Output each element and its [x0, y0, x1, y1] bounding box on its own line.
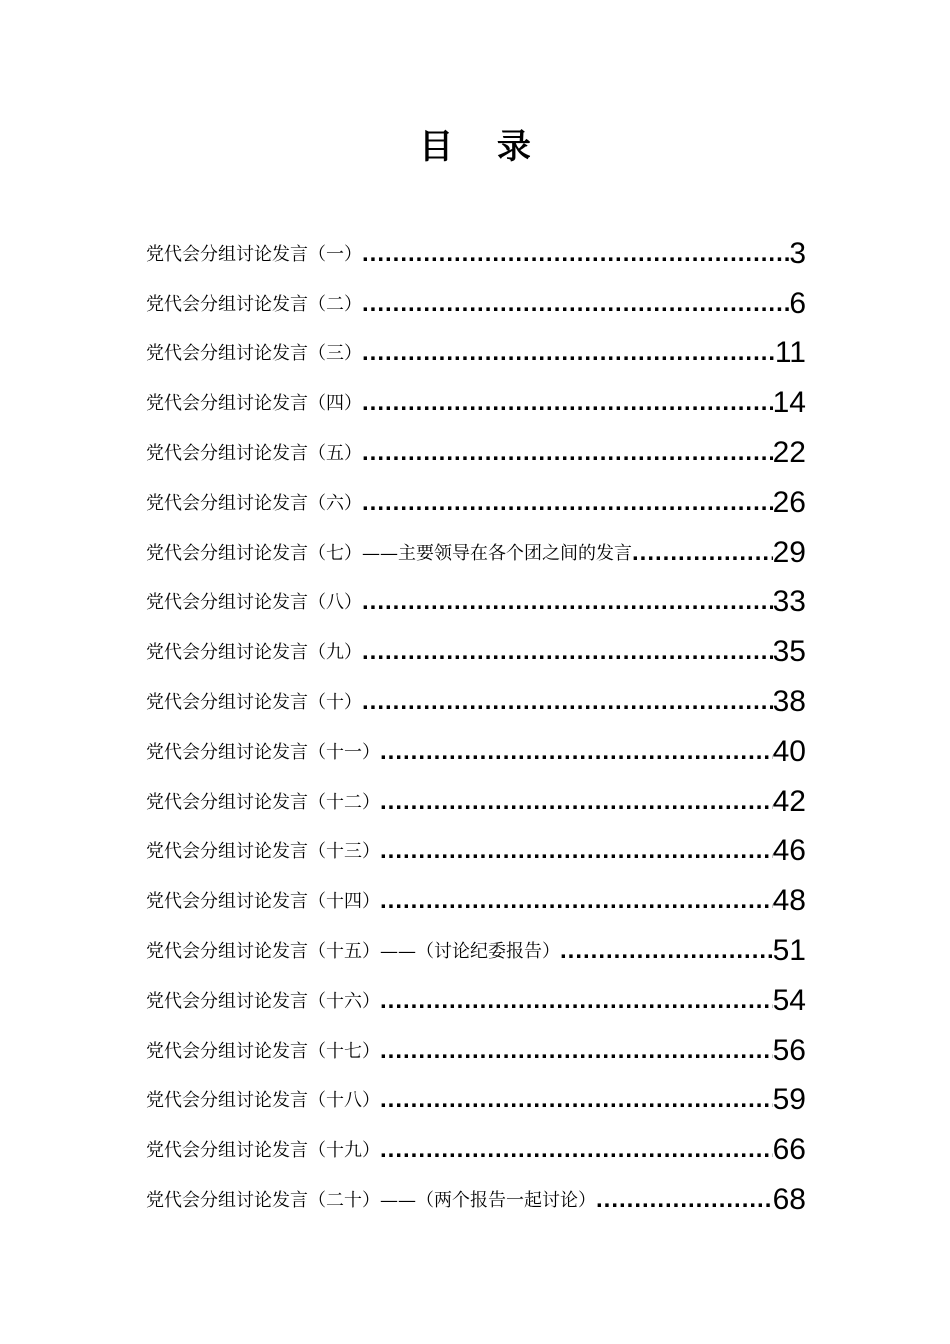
- toc-entry-title: 党代会分组讨论发言（二十）——（两个报告一起讨论）: [146, 1189, 596, 1211]
- toc-entry-title: 党代会分组讨论发言（十）: [146, 691, 362, 713]
- toc-entry-page-number: 29: [772, 535, 806, 569]
- toc-entry[interactable]: [146, 770, 806, 820]
- toc-entry-page-number: 33: [772, 585, 806, 619]
- toc-entry-page-number: 68: [772, 1182, 806, 1216]
- toc-entry-page-number: 40: [772, 734, 806, 768]
- toc-entry-title: 党代会分组讨论发言（九）: [146, 642, 362, 664]
- toc-entry[interactable]: [146, 919, 806, 969]
- dot-leader: [362, 590, 773, 620]
- toc-entry-page-number: 14: [772, 386, 806, 420]
- toc-entry-page-number: 46: [772, 834, 806, 868]
- dot-leader: [362, 441, 773, 471]
- toc-entry-page-number: 59: [772, 1083, 806, 1117]
- toc-entry-title: 党代会分组讨论发言（八）: [146, 592, 362, 614]
- table-of-contents: [146, 222, 806, 1218]
- toc-entry-page-number: 56: [772, 1033, 806, 1067]
- toc-entry-title: 党代会分组讨论发言（六）: [146, 492, 362, 514]
- dot-leader: [380, 889, 773, 919]
- dot-leader: [596, 1188, 773, 1218]
- toc-entry-title: 党代会分组讨论发言（二）: [146, 293, 362, 315]
- toc-entry-title: 党代会分组讨论发言（十六）: [146, 990, 380, 1012]
- dot-leader: [380, 1039, 773, 1069]
- dot-leader: [380, 989, 773, 1019]
- toc-entry[interactable]: [146, 869, 806, 919]
- toc-entry-title: 党代会分组讨论发言（十四）: [146, 891, 380, 913]
- toc-entry-page-number: 11: [774, 336, 806, 370]
- toc-entry-title: 党代会分组讨论发言（十五）——（讨论纪委报告）: [146, 940, 560, 962]
- dot-leader: [362, 690, 773, 720]
- dot-leader: [380, 790, 773, 820]
- toc-entry[interactable]: [146, 1019, 806, 1069]
- toc-entry-page-number: 38: [772, 684, 806, 718]
- dot-leader: [380, 1138, 773, 1168]
- toc-entry[interactable]: [146, 969, 806, 1019]
- toc-entry-title: 党代会分组讨论发言（十一）: [146, 741, 380, 763]
- dot-leader: [362, 341, 775, 371]
- toc-entry-title: 党代会分组讨论发言（十二）: [146, 791, 380, 813]
- toc-entry[interactable]: [146, 620, 806, 670]
- toc-entry-page-number: 22: [772, 435, 806, 469]
- toc-entry[interactable]: [146, 720, 806, 770]
- toc-entry[interactable]: [146, 222, 806, 272]
- toc-entry-page-number: 26: [772, 485, 806, 519]
- toc-entry-title: 党代会分组讨论发言（十八）: [146, 1090, 380, 1112]
- toc-entry-title: 党代会分组讨论发言（五）: [146, 442, 362, 464]
- toc-entry-title: 党代会分组讨论发言（十九）: [146, 1140, 380, 1162]
- toc-entry[interactable]: [146, 421, 806, 471]
- toc-entry-page-number: 6: [789, 286, 806, 320]
- toc-entry-page-number: 35: [772, 635, 806, 669]
- toc-entry[interactable]: [146, 820, 806, 870]
- toc-entry-title: 党代会分组讨论发言（一）: [146, 243, 362, 265]
- toc-entry-title: 党代会分组讨论发言（十七）: [146, 1040, 380, 1062]
- toc-entry-page-number: 48: [772, 884, 806, 918]
- page-title: 目 录: [419, 127, 547, 167]
- dot-leader: [632, 541, 773, 571]
- dot-leader: [380, 839, 773, 869]
- dot-leader: [380, 740, 773, 770]
- toc-entry[interactable]: [146, 371, 806, 421]
- toc-entry-title: 党代会分组讨论发言（四）: [146, 393, 362, 415]
- dot-leader: [362, 292, 789, 322]
- toc-entry-page-number: 66: [772, 1133, 806, 1167]
- toc-entry[interactable]: [146, 670, 806, 720]
- toc-entry[interactable]: [146, 1118, 806, 1168]
- toc-entry-title: 党代会分组讨论发言（十三）: [146, 841, 380, 863]
- toc-entry-page-number: 51: [772, 933, 806, 967]
- dot-leader: [560, 939, 773, 969]
- toc-entry-page-number: 54: [772, 983, 806, 1017]
- dot-leader: [362, 242, 789, 272]
- toc-entry[interactable]: [146, 1069, 806, 1119]
- toc-entry[interactable]: [146, 1168, 806, 1218]
- toc-entry-page-number: 42: [772, 784, 806, 818]
- dot-leader: [380, 1088, 773, 1118]
- dot-leader: [362, 640, 773, 670]
- toc-entry-title: 党代会分组讨论发言（七）——主要领导在各个团之间的发言: [146, 542, 632, 564]
- toc-entry[interactable]: [146, 272, 806, 322]
- toc-entry[interactable]: [146, 471, 806, 521]
- toc-entry-title: 党代会分组讨论发言（三）: [146, 343, 362, 365]
- dot-leader: [362, 391, 773, 421]
- toc-entry[interactable]: [146, 571, 806, 621]
- toc-entry[interactable]: [146, 322, 806, 372]
- toc-entry[interactable]: [146, 521, 806, 571]
- dot-leader: [362, 491, 773, 521]
- toc-entry-page-number: 3: [789, 236, 806, 270]
